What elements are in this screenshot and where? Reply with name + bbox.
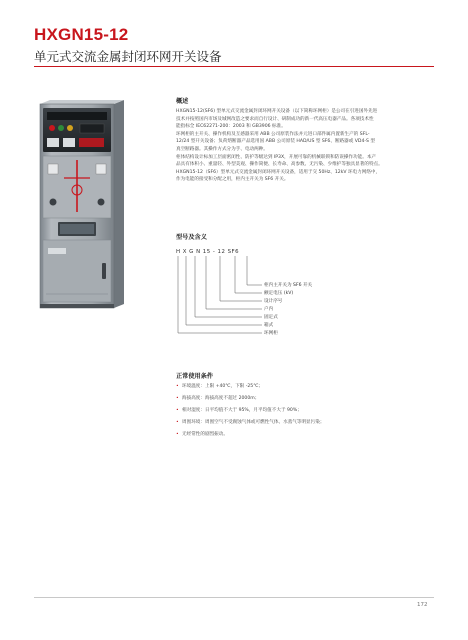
page-title: HXGN15-12 <box>34 25 129 44</box>
bullet-icon: • <box>176 432 179 437</box>
overview-line: 环网柜的主开关、操作机构及互感器采用 ABB 公司原装作法并元进口部件属内置新生产的 SFL- <box>176 131 370 137</box>
bullet-icon: • <box>176 408 179 413</box>
model-label: 设计序号 <box>264 299 283 304</box>
condition-text: 环境温度：上限 +40℃，下限 -25℃； <box>182 384 263 389</box>
title-divider <box>34 66 434 67</box>
condition-item <box>176 431 228 437</box>
model-label: 额定电压 (kV) <box>264 291 294 296</box>
condition-text: 周围环境：周围空气不受腐蚀气体或可燃性气体、水蒸气等明显污染； <box>182 420 325 425</box>
page-subtitle: 单元式交流金属封闭环网开关设备 <box>34 49 222 64</box>
overview-line: 柜体结构设计标加工层面密闭性、防护等级达到 IP3X，开展可靠的机械联锁和防误操作功能。本产 <box>176 154 377 160</box>
overview-line: 能指标全 IEC62271-200：2003 和 GB3906 标准。 <box>176 124 286 130</box>
overview-text <box>176 108 428 184</box>
footer-divider <box>34 597 434 598</box>
condition-item <box>176 407 302 413</box>
condition-item <box>176 395 259 401</box>
overview-line: HXGN15-12（SF6）型单元式交流金属封闭环网开关设备，适用于交 50Hz、12kV 环电力网络中， <box>176 169 381 175</box>
overview-line: 品具有体积小、重量轻、外型美观、操作简便、长寿命、高参数、无污染、少维护等独具显著的特点。 <box>176 162 383 168</box>
overview-line: HXGN15-12(SF6) 型单元式交流金属封闭环网开关设备（以下简称环网柜）是公司在引进国外先进 <box>176 109 378 114</box>
model-label: 柜内主开关为 SF6 开关 <box>264 283 313 288</box>
overview-line: 技术并按照国内市场及城网改造之要求而自行设计、研制成功的新一代高压电器产品。各项技术性 <box>176 116 374 122</box>
conditions-heading: 正常使用条件 <box>176 373 214 380</box>
bullet-icon: • <box>176 384 179 389</box>
model-label: 户内 <box>264 307 274 312</box>
model-label: 箱式 <box>264 323 274 328</box>
switchgear-cabinet-illustration <box>34 98 128 310</box>
model-heading: 型号及含义 <box>176 234 207 241</box>
bullet-icon: • <box>176 396 179 401</box>
condition-text: 相对湿度：日平均值不大于 95%，月平均值不大于 90%； <box>182 408 302 413</box>
overview-heading: 概述 <box>176 98 189 105</box>
model-code: H X G N 15 - 12 SF6 <box>176 249 240 255</box>
condition-text: 海拔高度：海拔高度不超过 2000m； <box>182 396 260 401</box>
overview-line: 真空断路器。其操作方式分为手、电动两种。 <box>176 146 268 152</box>
condition-item <box>176 383 263 389</box>
page-number: 172 <box>417 602 428 608</box>
condition-item <box>176 419 324 425</box>
condition-text: 无经常性的剧烈振动。 <box>182 432 228 437</box>
model-label: 固定式 <box>264 315 278 320</box>
overview-line: 12/24 型开关设备；负荷熔断器产品选用国 ABB 公司原装 HAD/US 型 SF6、断路器或 VD4-S 型 <box>176 139 376 145</box>
bullet-icon: • <box>176 420 179 425</box>
model-label: 环网柜 <box>264 331 278 336</box>
overview-line: 作为电能的接受和分配之用，柜内主开关为 SF6 开关。 <box>176 177 289 183</box>
